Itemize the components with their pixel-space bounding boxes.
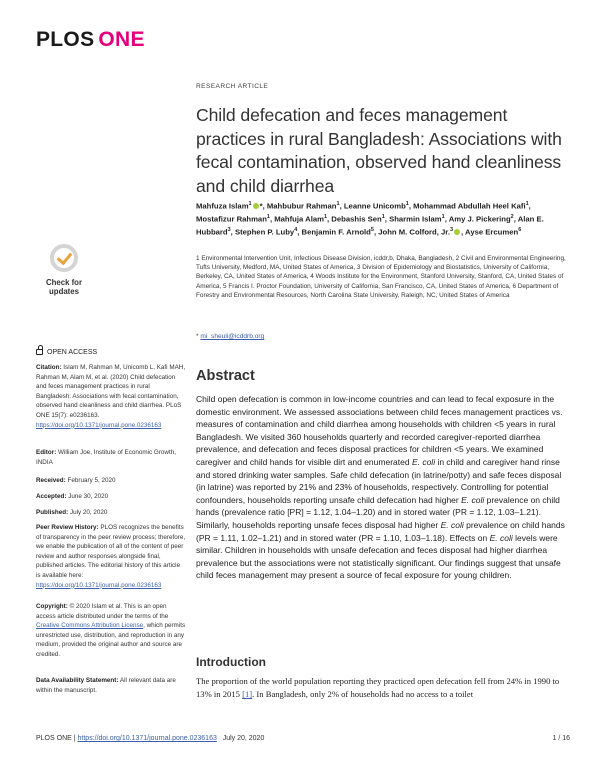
author-name: Benjamin F. Arnold xyxy=(301,227,371,237)
received-date: Received: February 5, 2020 xyxy=(36,477,116,484)
logo-one: ONE xyxy=(98,28,145,51)
author-list: Mahfuza Islam$^1$ *, Mahbubur Rahman$^1$, Leanne Unicomb$^1$, Mohammad Abdullah Heel Kafi$^1$, Mostafizur Rahman$^1$, Mahfuja Alam$^1$, Debashis Sen$^1$, Sharmin Islam$^1$, Amy J. Pickering$^2$, Alan E. Hubbard$^3$, Stephen P. Luby$^4$, Benjamin F. Arnold$^5$, John M. Colford, Jr.$^3$ , Ayse Ercumen$^6$ xyxy=(196,201,544,237)
abstract-text: Child open defecation is common in low-income countries and can lead to fecal exposure in the domestic environment. We assessed associations between child feces management practices vs. measures of contamination and child diarrhea among households with children <5 years in rural Bangladesh. We visited 360 households quarterly and recorded caregiver-reported diarrhea prevalence, and defecation and feces disposal practices for children <5 years. We examined caregiver and child hands for visible dirt and enumerated E. coli in child and caregiver hand rinse and stored drinking water samples. Safe child defecation (in latrine/potty) and safe feces disposal (in latrine) was reported by 21% and 23% of households, respectively. Controlling for potential confounders, households reporting unsafe child defecation had higher E. coli prevalence on child hands (prevalence ratio [PR] = 1.12, 1.04–1.20) and in stored water (PR = 1.12, 1.03–1.21). Similarly, households reporting unsafe feces disposal had higher E. coli prevalence on child hands (PR = 1.11, 1.02–1.21) and in stored water (PR = 1.10, 1.03–1.18). Effects on E. coli levels were similar. Children in households with unsafe defecation and feces disposal had higher diarrhea prevalence but the associations were not statistically significant. Our findings suggest that unsafe child feces management may present a source of fecal exposure for young children. xyxy=(196,394,565,581)
author-name: Stephen P. Luby xyxy=(234,227,295,237)
editor-block: Editor: William Joe, Institute of Economic Growth, INDIA xyxy=(36,449,176,466)
author-name: Mahbubur Rahman xyxy=(266,201,337,211)
author-name: Mohammad Abdullah Heel Kafi xyxy=(413,201,526,211)
footer-journal: PLOS ONE xyxy=(36,735,72,742)
author-name: Leanne Unicomb xyxy=(343,201,406,211)
author-affiliation-number: 3 xyxy=(227,227,231,234)
correspondence-email-link[interactable]: mi_sheuli@icddrb.org xyxy=(200,333,265,340)
author-affiliation-number: 1 xyxy=(336,201,340,207)
author-name: Alan E. Hubbard xyxy=(196,214,544,237)
author-name: Sharmin Islam xyxy=(389,214,442,224)
check-updates-label: Check for updates xyxy=(46,278,82,296)
article-type: RESEARCH ARTICLE xyxy=(196,83,269,90)
reference-link[interactable]: [1] xyxy=(242,689,253,699)
footer-doi-link[interactable]: https://doi.org/10.1371/journal.pone.0236163 xyxy=(77,735,217,742)
correspondence: * mi_sheuli@icddrb.org xyxy=(196,333,265,340)
author-affiliation-number: 1 xyxy=(323,214,328,221)
abstract-heading: Abstract xyxy=(196,368,255,384)
author-name: Ayse Ercumen xyxy=(465,227,519,237)
published-date: Published: July 20, 2020 xyxy=(36,509,108,516)
open-lock-icon xyxy=(36,349,43,355)
author-affiliation-number: 1 xyxy=(441,214,445,221)
author-affiliation-number: 1 xyxy=(525,201,529,207)
author-name: John M. Colford, Jr. xyxy=(378,227,450,237)
orcid-icon[interactable] xyxy=(454,229,460,235)
introduction-heading: Introduction xyxy=(196,655,266,669)
accepted-date: Accepted: June 30, 2020 xyxy=(36,493,109,500)
check-for-updates-badge[interactable] xyxy=(34,242,94,302)
author-affiliation-number: 1 xyxy=(405,201,409,207)
citation-block: Citation: Islam M, Rahman M, Unicomb L, Kafi MAH, Rahman M, Alam M, et al. (2020) Child defecation and feces management practices in rural Bangladesh: Associations with fecal contamination, observed hand cleanliness and child diarrhea. PLoS ONE 15(7): e0236163. https://doi.org/10.1371/journal.pone.0236163 xyxy=(36,364,186,429)
peer-review-block: Peer Review History: PLOS recognizes the benefits of transparency in the peer review process; therefore, we enable the publication of all of the content of peer review and author responses alongside final, published articles. The editorial history of this article is available here: https://doi.org/10.1371/journal.pone.0236163 xyxy=(36,524,186,589)
check-updates-icon xyxy=(50,244,78,272)
author-affiliation-number: 2 xyxy=(510,214,514,221)
author-affiliation-number: 5 xyxy=(370,227,374,234)
author-affiliation-number: 1 xyxy=(248,201,252,207)
author-affiliation-number: 1 xyxy=(266,214,270,221)
orcid-icon[interactable] xyxy=(253,203,259,209)
peer-review-link[interactable]: https://doi.org/10.1371/journal.pone.0236163 xyxy=(36,581,162,589)
author-affiliation-number: 3 xyxy=(449,227,454,234)
author-name: Mahfuza Islam xyxy=(196,201,249,211)
page-number: 1 / 16 xyxy=(552,735,570,742)
affiliations: 1 Environmental Intervention Unit, Infectious Disease Division, icddr,b, Dhaka, Bangladesh, 2 Civil and Environmental Engineering, Tufts University, Medford, MA, United States of America, 3 Division of Epidemiology and Biostatistics, University of California, Berkeley, CA, United States of America, 4 Woods Institute for the Environment, Stanford University, Stanford, CA, United States of America, 5 Francis I. Proctor Foundation, University of California, San Francisco, CA, United States of America, 6 Department of Forestry and Environmental Resources, North Carolina State University, Raleigh, NC, United States of America xyxy=(196,255,566,299)
journal-logo xyxy=(36,28,145,52)
introduction-text: The proportion of the world population reporting they practiced open defecation fell from 24% in 1990 to 13% in 2015 [1]. In Bangladesh, only 2% of households had no access to a toilet xyxy=(196,676,560,699)
article-title: Child defecation and feces management practices in rural Bangladesh: Associations with fecal contamination, observed hand cleanliness and child diarrhea xyxy=(196,105,562,196)
logo-plos: PLOS xyxy=(36,28,95,51)
author-name: Mostafizur Rahman xyxy=(196,214,267,224)
data-availability-block: Data Availability Statement: All relevant data are within the manuscript. xyxy=(36,677,176,694)
footer-date: July 20, 2020 xyxy=(222,735,265,742)
author-name: Amy J. Pickering xyxy=(448,214,511,224)
citation-doi-link[interactable]: https://doi.org/10.1371/journal.pone.0236163 xyxy=(36,421,162,429)
author-name: Mahfuja Alam xyxy=(274,214,324,224)
open-access-label: OPEN ACCESS xyxy=(36,349,97,356)
author-affiliation-number: 4 xyxy=(294,227,298,234)
copyright-block: Copyright: © 2020 Islam et al. This is an open access article distributed under the terms of the Creative Commons Attribution License, which permits unrestricted use, distribution, and reproduction in any medium, provided the original author and source are credited. xyxy=(36,603,186,658)
page-footer: PLOS ONE | https://doi.org/10.1371/journal.pone.0236163 July 20, 2020 1 / 16 xyxy=(36,735,570,742)
author-name: Debashis Sen xyxy=(331,214,382,224)
license-link[interactable]: Creative Commons Attribution License xyxy=(36,622,144,630)
author-affiliation-number: 6 xyxy=(518,227,522,234)
author-affiliation-number: 1 xyxy=(381,214,385,221)
